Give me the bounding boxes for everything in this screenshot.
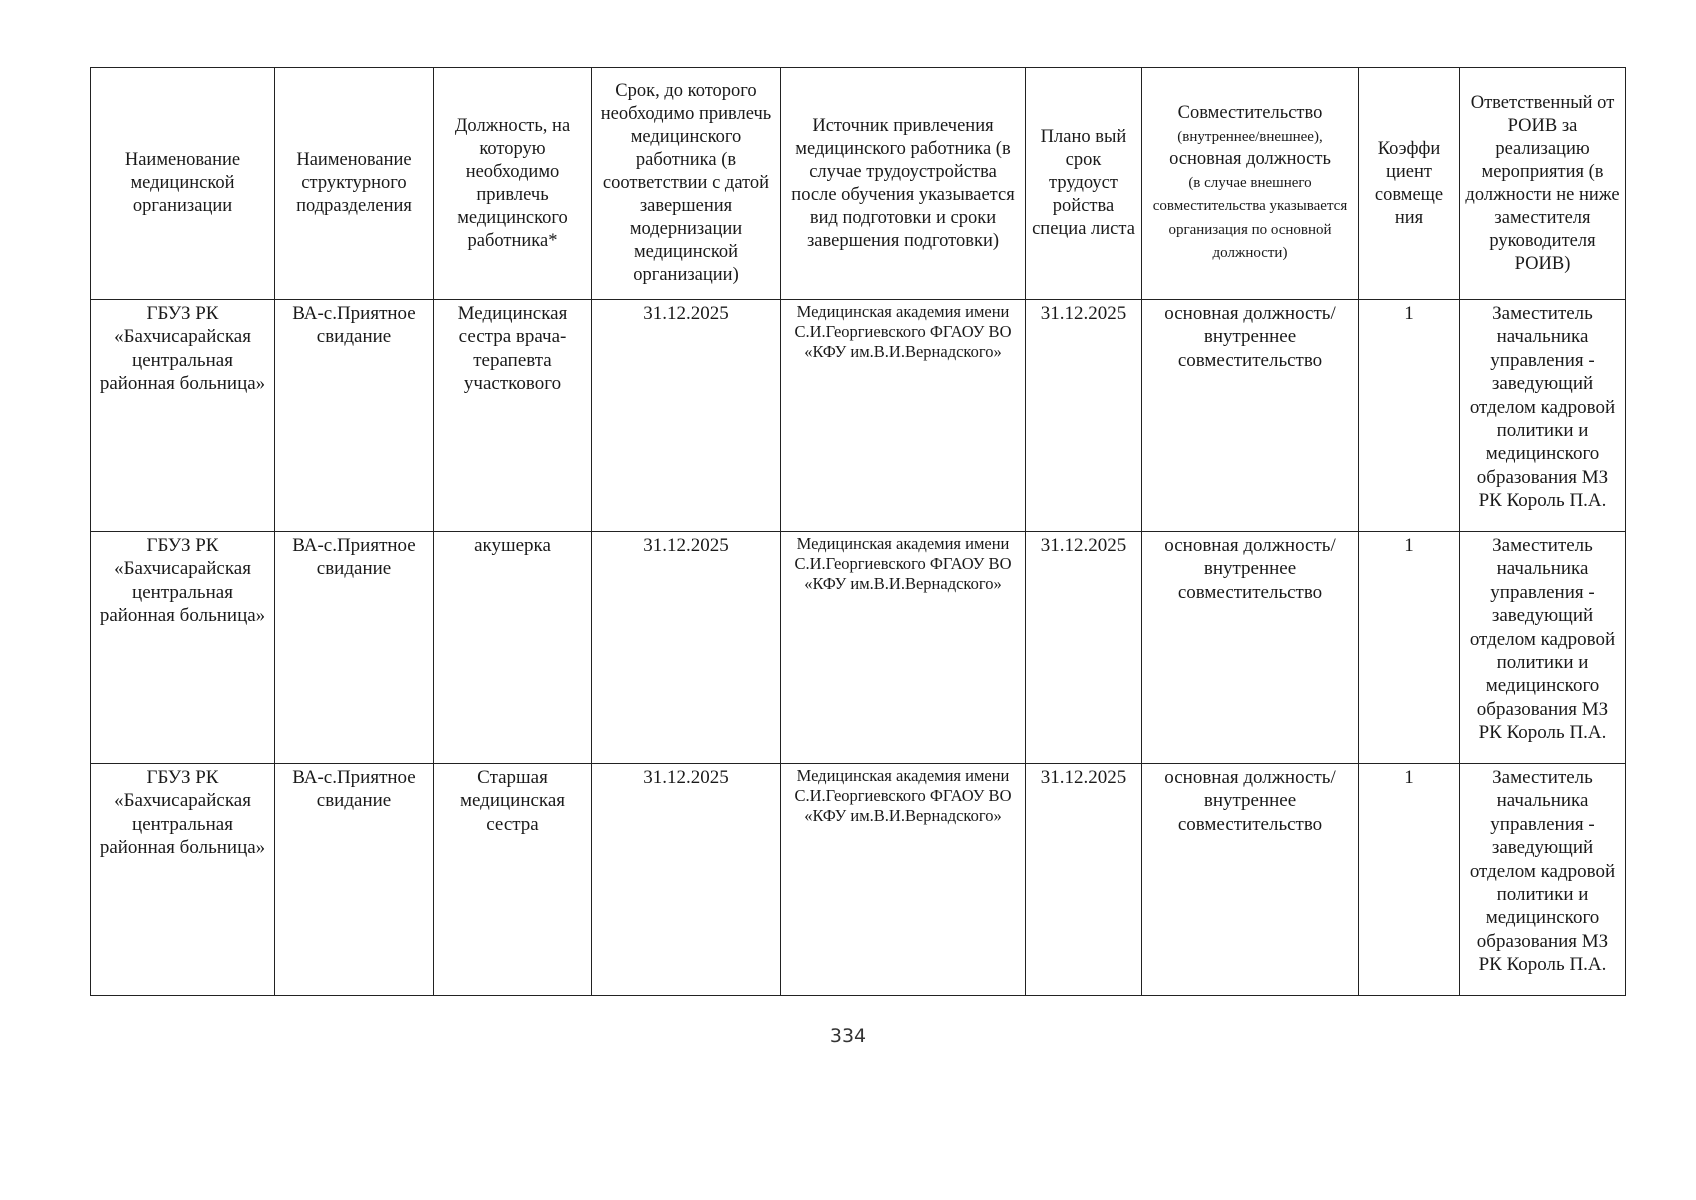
cell-org: ГБУЗ РК «Бахчисарайская центральная районная больница» <box>91 764 275 996</box>
header-coef: Коэффи циент совмеще ния <box>1359 68 1460 300</box>
cell-deadline: 31.12.2025 <box>592 764 781 996</box>
cell-org: ГБУЗ РК «Бахчисарайская центральная районная больница» <box>91 300 275 532</box>
cell-responsible: Заместитель начальника управления - заведующий отделом кадровой политики и медицинского образования МЗ РК Король П.А. <box>1460 300 1626 532</box>
cell-planned: 31.12.2025 <box>1026 532 1142 764</box>
cell-planned: 31.12.2025 <box>1026 300 1142 532</box>
staffing-table <box>90 67 1626 996</box>
cell-deadline: 31.12.2025 <box>592 532 781 764</box>
page-number: 334 <box>829 1025 867 1047</box>
header-combined-line2: (внутреннее/внешнее), <box>1177 128 1323 145</box>
cell-source: Медицинская академия имени С.И.Георгиевского ФГАОУ ВО «КФУ им.В.И.Вернадского» <box>781 764 1026 996</box>
cell-coef: 1 <box>1359 300 1460 532</box>
header-responsible: Ответственный от РОИВ за реализацию мероприятия (в должности не ниже заместителя руководителя РОИВ) <box>1460 68 1626 300</box>
header-source: Источник привлечения медицинского работника (в случае трудоустройства после обучения указывается вид подготовки и сроки завершения подготовки) <box>781 68 1026 300</box>
cell-combined: основная должность/ внутреннее совместительство <box>1142 300 1359 532</box>
cell-position: акушерка <box>434 532 592 764</box>
header-combined <box>1142 68 1359 300</box>
cell-position: Старшая медицинская сестра <box>434 764 592 996</box>
cell-unit: ВА-с.Приятное свидание <box>275 532 434 764</box>
cell-combined: основная должность/ внутреннее совместительство <box>1142 532 1359 764</box>
header-deadline: Срок, до которого необходимо привлечь медицинского работника (в соответствии с датой завершения модернизации медицинской организации) <box>592 68 781 300</box>
cell-combined: основная должность/ внутреннее совместительство <box>1142 764 1359 996</box>
table-row <box>91 764 1626 996</box>
cell-responsible: Заместитель начальника управления - заведующий отделом кадровой политики и медицинского образования МЗ РК Король П.А. <box>1460 764 1626 996</box>
cell-coef: 1 <box>1359 764 1460 996</box>
cell-deadline: 31.12.2025 <box>592 300 781 532</box>
cell-position: Медицинская сестра врача-терапевта участкового <box>434 300 592 532</box>
cell-org: ГБУЗ РК «Бахчисарайская центральная районная больница» <box>91 532 275 764</box>
cell-unit: ВА-с.Приятное свидание <box>275 300 434 532</box>
header-position: Должность, на которую необходимо привлечь медицинского работника* <box>434 68 592 300</box>
header-combined-line4: (в случае внешнего совместительства указывается организация по основной должности) <box>1152 174 1348 262</box>
cell-source: Медицинская академия имени С.И.Георгиевского ФГАОУ ВО «КФУ им.В.И.Вернадского» <box>781 532 1026 764</box>
cell-responsible: Заместитель начальника управления - заведующий отделом кадровой политики и медицинского образования МЗ РК Король П.А. <box>1460 532 1626 764</box>
header-org: Наименование медицинской организации <box>91 68 275 300</box>
document-sheet <box>90 67 1625 996</box>
table-row <box>91 300 1626 532</box>
header-unit: Наименование структурного подразделения <box>275 68 434 300</box>
header-planned: Плано вый срок трудоуст ройства специа листа <box>1026 68 1142 300</box>
cell-planned: 31.12.2025 <box>1026 764 1142 996</box>
cell-coef: 1 <box>1359 532 1460 764</box>
cell-source: Медицинская академия имени С.И.Георгиевского ФГАОУ ВО «КФУ им.В.И.Вернадского» <box>781 300 1026 532</box>
table-row <box>91 532 1626 764</box>
header-combined-line1: Совместительство <box>1177 103 1323 124</box>
cell-unit: ВА-с.Приятное свидание <box>275 764 434 996</box>
table-header-row <box>91 68 1626 300</box>
header-combined-line3: основная должность <box>1169 149 1331 170</box>
